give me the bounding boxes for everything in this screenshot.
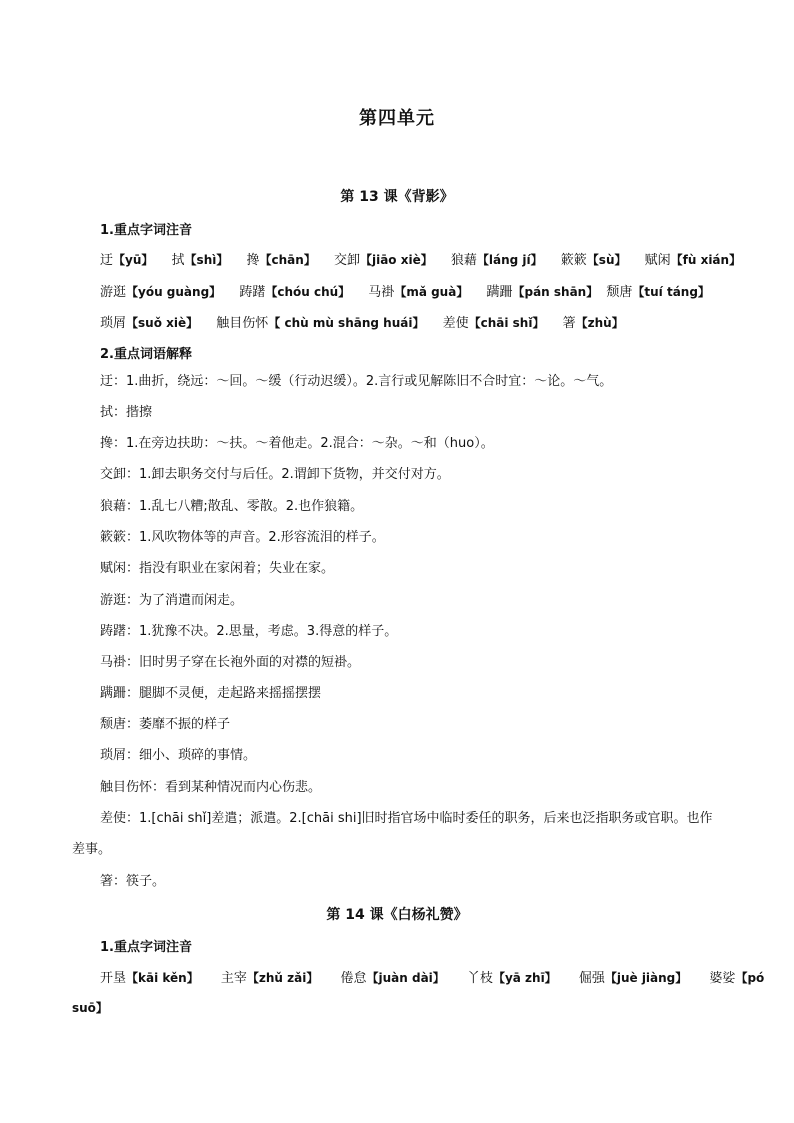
pinyin-pair: 琐屑【suǒ xiè】 bbox=[100, 316, 199, 331]
definition: 狼藉：1.乱七八糟;散乱、零散。2.也作狼籍。 bbox=[100, 499, 364, 514]
lesson-14-title: 第 14 课《白杨礼赞》 bbox=[326, 907, 468, 923]
definition: 触目伤怀：看到某种情况而内心伤悲。 bbox=[100, 780, 322, 795]
definition: 拭：揩擦 bbox=[100, 405, 153, 420]
definition: 琐屑：细小、琐碎的事情。 bbox=[100, 748, 257, 763]
pinyin-pair: 搀【chān】 bbox=[246, 253, 316, 268]
pinyin-pair: 狼藉【láng jí】 bbox=[450, 253, 543, 268]
pinyin-pair: 差使【chāi shǐ】 bbox=[442, 316, 545, 331]
lesson-13-pinyin-heading: 1.重点字词注音 bbox=[100, 223, 192, 238]
pinyin-pair: 触目伤怀【 chù mù shāng huái】 bbox=[216, 316, 425, 331]
pinyin-pair: 倦怠【juàn dài】 bbox=[340, 971, 445, 986]
definition: 马褂：旧时男子穿在长袍外面的对襟的短褂。 bbox=[100, 655, 361, 670]
lesson-14-pinyin-heading: 1.重点字词注音 bbox=[100, 940, 192, 955]
definition: 迂：1.曲折，绕远：～回。～缓（行动迟缓）。2.言行或见解陈旧不合时宜：～论。～气。 bbox=[100, 374, 613, 389]
pinyin-pair: 开垦【kāi kěn】 bbox=[100, 971, 199, 986]
pinyin-pair: 主宰【zhǔ zǎi】 bbox=[220, 971, 319, 986]
pinyin-pair: 丫枝【yā zhī】 bbox=[466, 971, 557, 986]
pinyin-pair: 踌躇【chóu chú】 bbox=[239, 285, 351, 300]
definition: 箸：筷子。 bbox=[100, 874, 166, 889]
pinyin-pair: 迂【yū】 bbox=[100, 253, 154, 268]
pinyin-pair: 交卸【jiāo xiè】 bbox=[333, 253, 433, 268]
definition: 交卸：1.卸去职务交付与后任。2.谓卸下货物，并交付对方。 bbox=[100, 467, 450, 482]
definition: 赋闲：指没有职业在家闲着；失业在家。 bbox=[100, 561, 335, 576]
lesson-13-pinyin-line-2 bbox=[100, 281, 724, 300]
lesson-13-pinyin-line-3 bbox=[100, 312, 724, 331]
pinyin-pair: 倔强【juè jiàng】 bbox=[578, 971, 688, 986]
definition: 簌簌：1.风吹物体等的声音。2.形容流泪的样子。 bbox=[100, 530, 385, 545]
pinyin-pair: 赋闲【fù xián】 bbox=[644, 253, 742, 268]
pinyin-pair: 颓唐【tuí táng】 bbox=[606, 285, 710, 300]
pinyin-pair: 婆娑【pó bbox=[709, 971, 765, 986]
lesson-13-pinyin-line-1 bbox=[100, 249, 742, 268]
definition: 蹒跚：腿脚不灵便，走起路来摇摇摆摆 bbox=[100, 686, 322, 701]
pinyin-pair: 蹒跚【pán shān】 bbox=[486, 285, 599, 300]
pinyin-pair: 游逛【yóu guàng】 bbox=[100, 285, 222, 300]
definition-chaishi: 差使：1.[chāi shǐ]差遣；派遣。2.[chāi shi]旧时指官场中临时委任的职务，后来也泛指职务或官职。也作差事。 bbox=[72, 811, 713, 857]
definition: 搀：1.在旁边扶助：～扶。～着他走。2.混合：～杂。～和（huo）。 bbox=[100, 436, 494, 451]
pinyin-pair: 箸【zhù】 bbox=[562, 316, 624, 331]
pinyin-pair: 马褂【mǎ guà】 bbox=[368, 285, 469, 300]
lesson-14-pinyin-continuation: suō】 bbox=[72, 1001, 108, 1015]
lesson-14-pinyin-line-1 bbox=[100, 967, 765, 986]
lesson-13-title: 第 13 课《背影》 bbox=[340, 189, 454, 205]
definition: 颓唐：萎靡不振的样子 bbox=[100, 717, 231, 732]
definition: 游逛：为了消遣而闲走。 bbox=[100, 593, 244, 608]
definition: 踌躇：1.犹豫不决。2.思量，考虑。3.得意的样子。 bbox=[100, 624, 398, 639]
unit-title: 第四单元 bbox=[359, 108, 435, 129]
pinyin-pair: 拭【shì】 bbox=[171, 253, 229, 268]
lesson-13-definitions-heading: 2.重点词语解释 bbox=[100, 347, 192, 362]
pinyin-pair: 簌簌【sù】 bbox=[560, 253, 627, 268]
